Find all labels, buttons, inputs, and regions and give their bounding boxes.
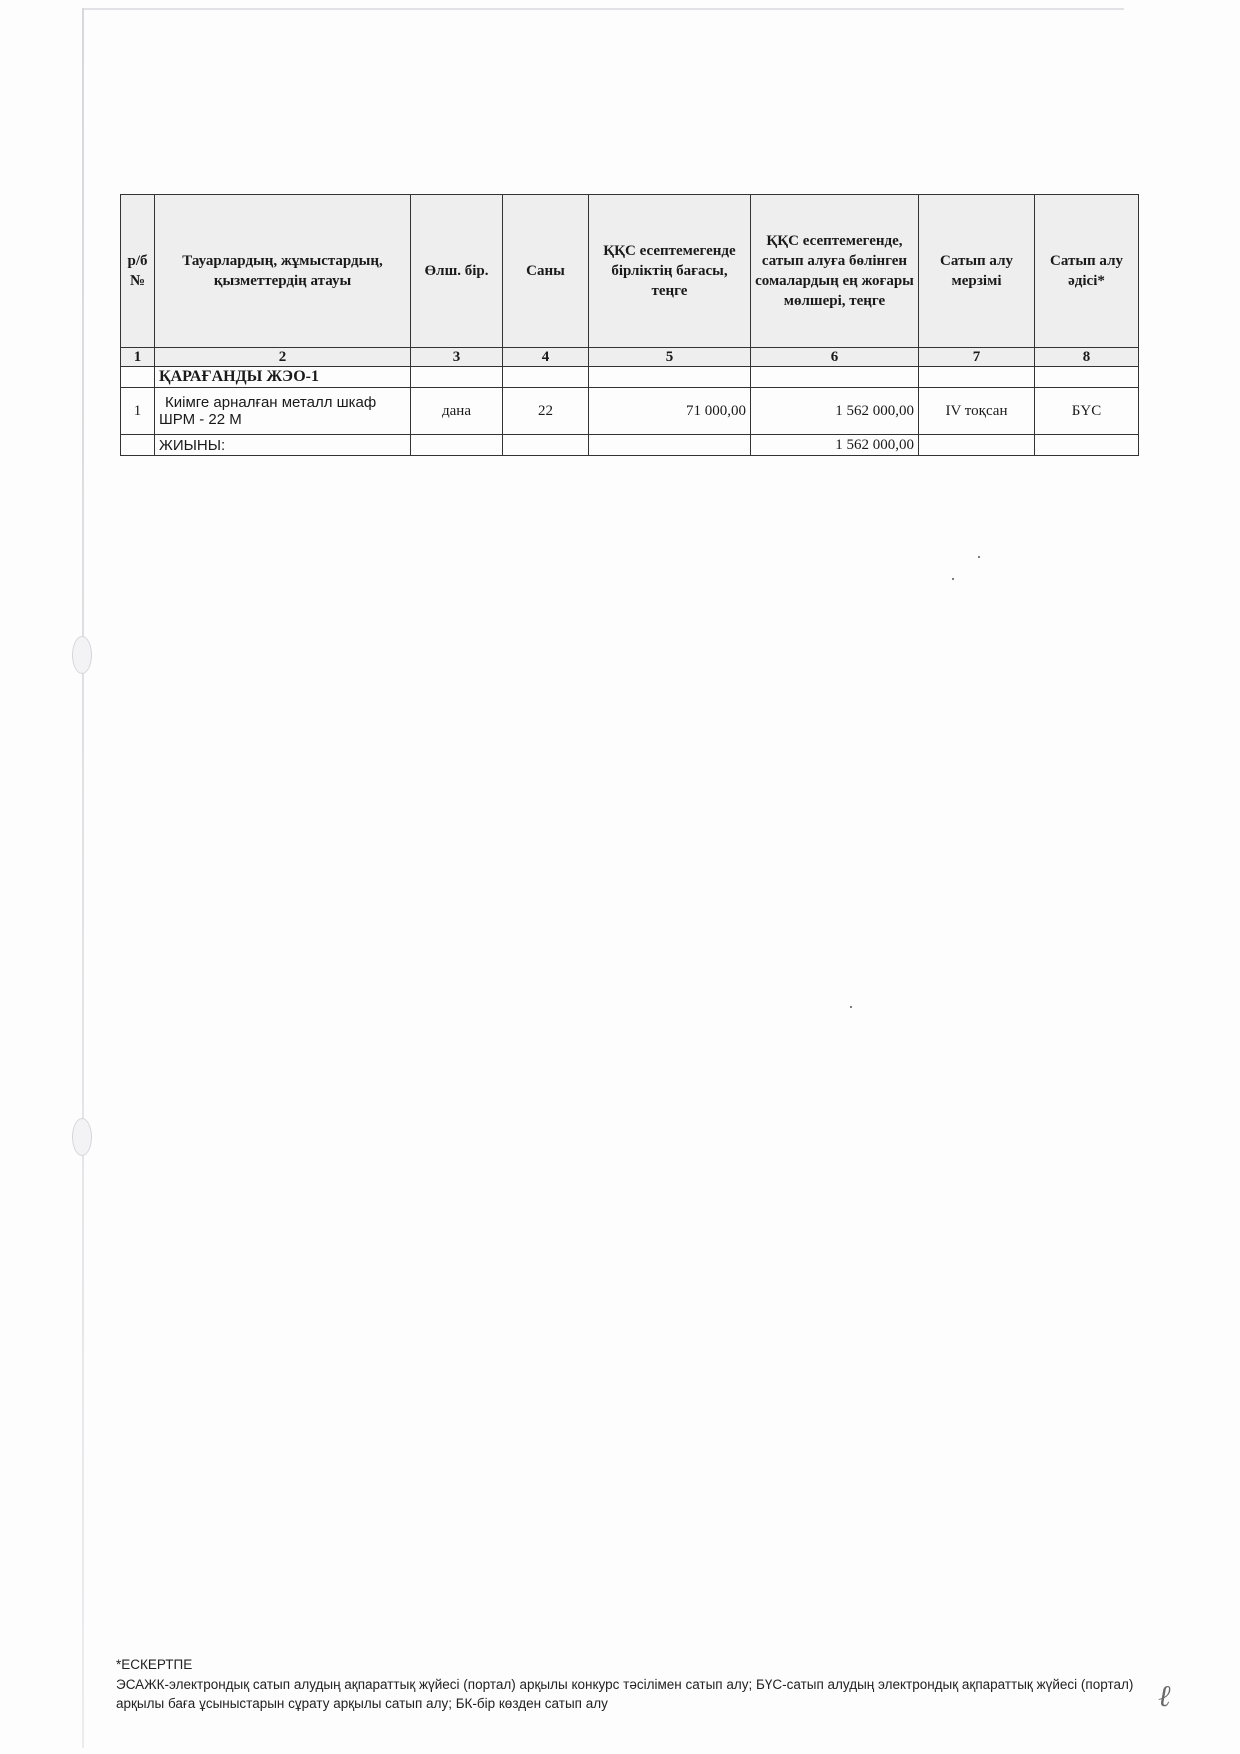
cell-unit: дана: [411, 388, 503, 435]
empty-cell: [589, 435, 751, 456]
empty-cell: [919, 435, 1035, 456]
item-name-line: Киімге арналған металл шкаф: [165, 394, 377, 411]
empty-cell: [1035, 367, 1139, 388]
cell-no: 1: [121, 388, 155, 435]
header-cell-method: Сатып алу әдісі*: [1035, 195, 1139, 348]
empty-cell: [411, 435, 503, 456]
cell-max-amount: 1 562 000,00: [751, 388, 919, 435]
empty-cell: [1035, 435, 1139, 456]
column-number: 6: [751, 348, 919, 367]
section-title: ҚАРАҒАНДЫ ЖЭО-1: [155, 367, 411, 388]
total-label: ЖИЫНЫ:: [155, 435, 411, 456]
empty-cell: [121, 435, 155, 456]
scan-speck: [952, 578, 954, 580]
footnote-title: *ЕСКЕРТПЕ: [116, 1657, 193, 1672]
column-number: 1: [121, 348, 155, 367]
cell-period: IV тоқсан: [919, 388, 1035, 435]
item-name-line: ШРМ - 22 М: [159, 411, 242, 428]
empty-cell: [121, 367, 155, 388]
section-row: [121, 367, 1139, 388]
table-header-row: [121, 195, 1139, 348]
total-amount: 1 562 000,00: [751, 435, 919, 456]
column-number: 5: [589, 348, 751, 367]
header-cell-max-amount: ҚҚС есептемегенде, сатып алуға бөлінген сомалардың ең жоғары мөлшері, теңге: [751, 195, 919, 348]
empty-cell: [751, 367, 919, 388]
column-number: 4: [503, 348, 589, 367]
column-number-row: [121, 348, 1139, 367]
footnote-text: ЭСАЖК-электрондық сатып алудың ақпараттық жүйесі (портал) арқылы конкурс тәсілімен сатып алу; БҮС-сатып алудың электрондық ақпараттық жүйесі (портал) арқылы баға ұсыныстарын сұрату арқылы сатып алу; БК-бір көзден сатып алу: [116, 1676, 1134, 1712]
empty-cell: [589, 367, 751, 388]
footnote: [116, 1655, 1136, 1714]
empty-cell: [503, 435, 589, 456]
header-cell-period: Сатып алу мерзімі: [919, 195, 1035, 348]
punch-hole: [72, 1118, 92, 1156]
scan-top-line: [84, 8, 1124, 10]
cell-method: БҮС: [1035, 388, 1139, 435]
header-cell-unit: Өлш. бір.: [411, 195, 503, 348]
table-row: [121, 388, 1139, 435]
procurement-table: [120, 194, 1139, 456]
header-cell-no: р/б №: [121, 195, 155, 348]
column-number: 8: [1035, 348, 1139, 367]
header-cell-name: Тауарлардың, жұмыстардың, қызметтердің атауы: [155, 195, 411, 348]
column-number: 3: [411, 348, 503, 367]
header-cell-qty: Саны: [503, 195, 589, 348]
cell-qty: 22: [503, 388, 589, 435]
empty-cell: [411, 367, 503, 388]
scan-speck: [850, 1006, 852, 1008]
total-row: [121, 435, 1139, 456]
scan-margin-line: [82, 8, 84, 1748]
punch-hole: [72, 636, 92, 674]
column-number: 2: [155, 348, 411, 367]
empty-cell: [919, 367, 1035, 388]
column-number: 7: [919, 348, 1035, 367]
scan-speck: [978, 556, 980, 558]
header-cell-unit-price: ҚҚС есептемегенде бірліктің бағасы, теңге: [589, 195, 751, 348]
cell-unit-price: 71 000,00: [589, 388, 751, 435]
cell-name: [155, 388, 411, 435]
signature-mark: ℓ: [1158, 1680, 1171, 1713]
empty-cell: [503, 367, 589, 388]
